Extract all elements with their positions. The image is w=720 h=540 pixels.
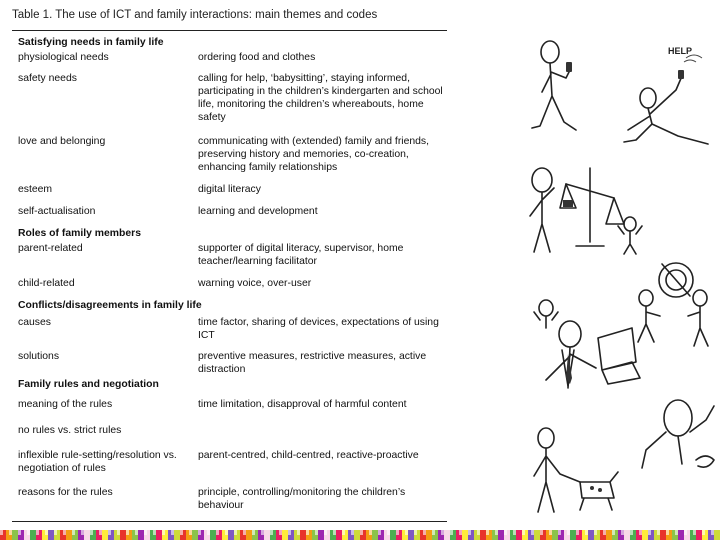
- theme-label: meaning of the rules: [18, 399, 113, 410]
- theme-label: physiological needs: [18, 52, 109, 63]
- laptop-figure: [532, 298, 642, 393]
- section-label: Conflicts/disagreements in family life: [18, 300, 202, 311]
- theme-codes: ordering food and clothes: [198, 52, 316, 63]
- theme-label: no rules vs. strict rules: [18, 425, 122, 436]
- themes-table: [12, 30, 447, 522]
- theme-label: inflexible rule-setting/resolution vs. negotiation of rules: [18, 450, 177, 474]
- theme-label: child-related: [18, 278, 75, 289]
- balance-scale-figure: [520, 158, 650, 258]
- theme-label: love and belonging: [18, 136, 106, 147]
- help-sign-text: HELP: [668, 46, 693, 56]
- theme-codes: warning voice, over-user: [198, 278, 312, 289]
- theme-codes: learning and development: [198, 206, 318, 217]
- decorative-strip: [0, 530, 720, 540]
- walking-phone-figure: [520, 38, 590, 138]
- theme-label: parent-related: [18, 243, 83, 254]
- theme-codes: communicating with (extended) family and friends, preserving history and memories, co-creation, enhancing family relationships: [198, 136, 430, 173]
- theme-codes: time limitation, disapproval of harmful content: [198, 399, 407, 410]
- theme-codes: parent-centred, child-centred, reactive-proactive: [198, 450, 419, 461]
- theme-codes: principle, controlling/monitoring the children’s behaviour: [198, 487, 406, 511]
- theme-label: causes: [18, 317, 51, 328]
- section-label: Family rules and negotiation: [18, 379, 159, 390]
- theme-label: reasons for the rules: [18, 487, 113, 498]
- theme-codes: digital literacy: [198, 184, 261, 195]
- frustrated-figure: [636, 380, 720, 475]
- section-label: Satisfying needs in family life: [18, 37, 164, 48]
- theme-codes: calling for help, ‘babysitting’, staying informed, participating in the children’s kindergarten and school life, monitoring the children’s whereabouts, home safety: [198, 73, 443, 123]
- theme-label: esteem: [18, 184, 53, 195]
- theme-codes: time factor, sharing of devices, expectations of using ICT: [198, 317, 439, 341]
- table-caption: Table 1. The use of ICT and family interactions: main themes and codes: [12, 9, 378, 21]
- dog-walking-figure: [520, 424, 630, 520]
- help-figure: [618, 40, 718, 150]
- section-label: Roles of family members: [18, 228, 141, 239]
- theme-label: safety needs: [18, 73, 77, 84]
- theme-codes: supporter of digital literacy, supervisor, home teacher/learning facilitator: [198, 243, 404, 267]
- theme-label: solutions: [18, 351, 60, 362]
- theme-label: self-actualisation: [18, 206, 96, 217]
- theme-codes: preventive measures, restrictive measures, active distraction: [198, 351, 427, 375]
